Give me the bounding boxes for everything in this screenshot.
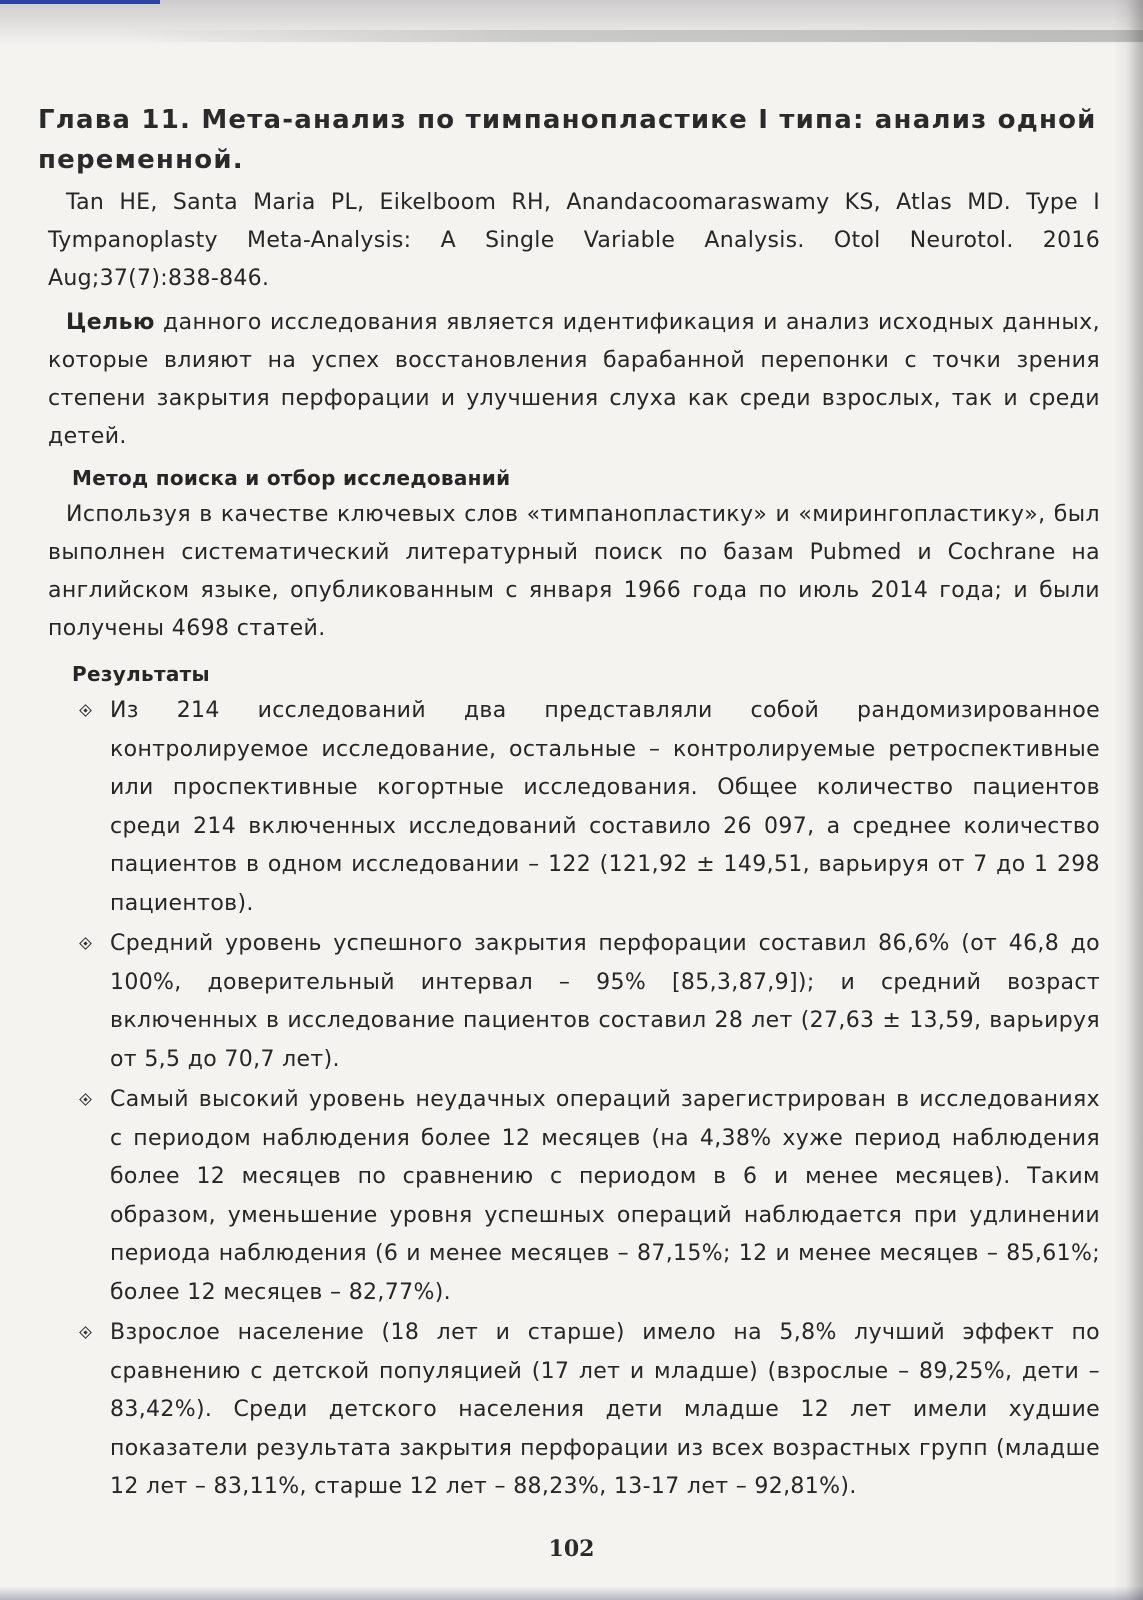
diamond-bullet-icon (79, 1093, 92, 1106)
list-item (48, 925, 1100, 1079)
aim-paragraph (48, 304, 1100, 456)
scan-right-shadow (1113, 0, 1143, 1600)
results-list (48, 692, 1100, 1507)
scan-corner-mark (0, 0, 160, 4)
result-text: Взрослое население (18 лет и старше) имело на 5,8% лучший эффект по сравнению с детской популяцией (17 лет и младше) (взрослые – 89,25%, дети – 83,42%). Среди детского населения дети младше 12 лет имели худшие показатели результата закрытия перфорации из всех возрастных групп (младше 12 лет – 83,11%, старше 12 лет – 88,23%, 13-17 лет – 92,81%). (110, 1320, 1100, 1499)
list-item (48, 1081, 1100, 1312)
results-heading: Результаты (72, 662, 210, 686)
list-item (48, 692, 1100, 923)
aim-lead: Целью (66, 310, 155, 335)
list-item (48, 1314, 1100, 1507)
chapter-title: Глава 11. Мета-анализ по тимпанопластике I типа: анализ одной переменной. (38, 105, 1097, 175)
page-content (38, 100, 1100, 1509)
result-text: Самый высокий уровень неудачных операций зарегистрирован в исследованиях с периодом наблюдения более 12 месяцев (на 4,38% хуже период наблюдения более 12 месяцев по сравнению с периодом в 6 и менее месяцев). Таким образом, уменьшение уровня успешных операций наблюдается при удлинении периода наблюдения (6 и менее месяцев – 87,15%; 12 и менее месяцев – 85,61%; более 12 месяцев – 82,77%). (110, 1087, 1100, 1305)
scan-top-strip (120, 30, 1143, 42)
diamond-bullet-icon (79, 937, 92, 950)
result-text: Средний уровень успешного закрытия перфорации составил 86,6% (от 46,8 до 100%, доверительный интервал – 95% [85,3,87,9]); и средний возраст включенных в исследование пациентов составил 28 лет (27,63 ± 13,59, варьируя от 5,5 до 70,7 лет). (110, 931, 1100, 1072)
diamond-bullet-icon (79, 704, 92, 717)
methods-paragraph: Используя в качестве ключевых слов «тимпанопластику» и «мирингопластику», был выполнен систематический литературный поиск по базам Pubmed и Cochrane на английском языке, опубликованным с января 1966 года по июль 2014 года; и были получены 4698 статей. (48, 502, 1100, 641)
aim-text: данного исследования является идентификация и анализ исходных данных, которые влияют на успех восстановления барабанной перепонки с точки зрения степени закрытия перфорации и улучшения слуха как среди взрослых, так и среди детей. (48, 310, 1100, 449)
scan-bottom-shadow (0, 1586, 1143, 1600)
result-text: Из 214 исследований два представляли собой рандомизированное контролируемое исследование, остальные – контролируемые ретроспективные или проспективные когортные исследования. Общее количество пациентов среди 214 включенных исследований составило 26 097, а среднее количество пациентов в одном исследовании – 122 (121,92 ± 149,51, варьируя от 7 до 1 298 пациентов). (110, 698, 1100, 916)
page-number: 102 (548, 1536, 595, 1562)
diamond-bullet-icon (79, 1326, 92, 1339)
methods-heading: Метод поиска и отбор исследований (72, 466, 511, 490)
citation: Tan HE, Santa Maria PL, Eikelboom RH, Anandacoomaraswamy KS, Atlas MD. Type I Tympanoplasty Meta-Analysis: A Single Variable Analysis. Otol Neurotol. 2016 Aug;37(7):838-846. (48, 190, 1100, 291)
